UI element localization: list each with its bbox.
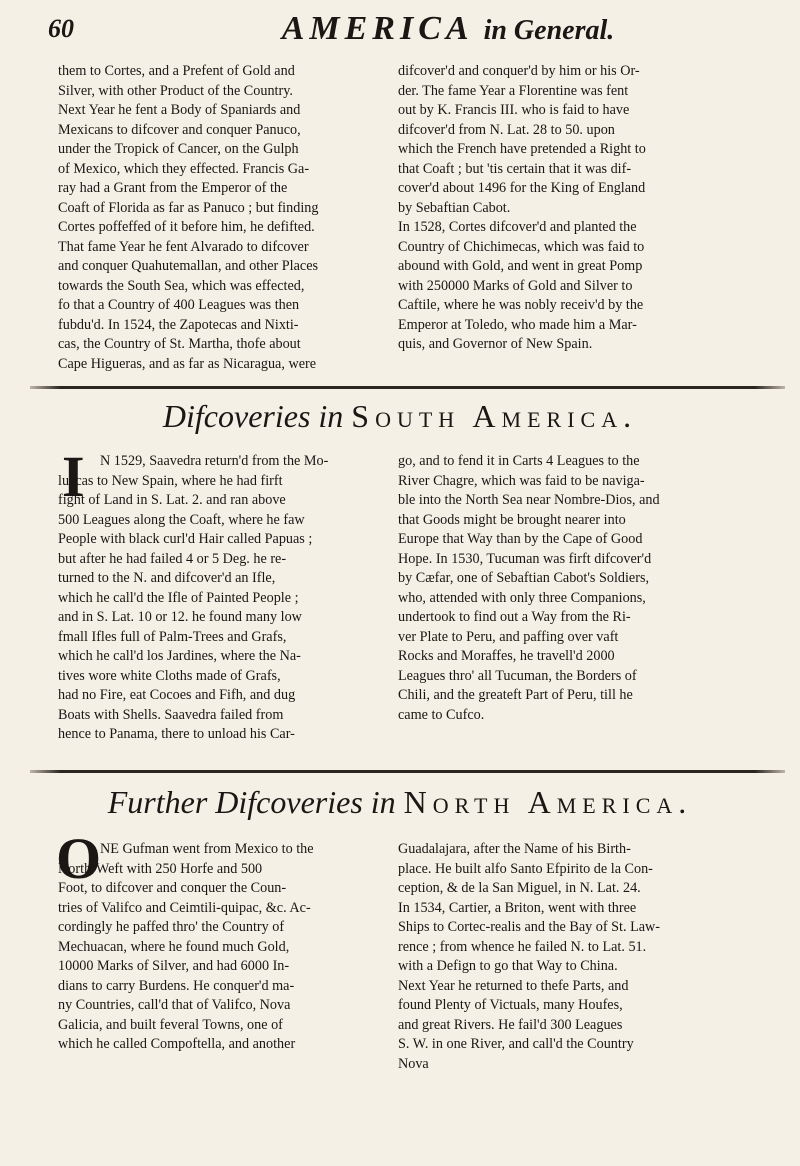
- running-head: [48, 10, 778, 50]
- section1-right-column: difcover'd and conquer'd by him or his Or- der. The fame Year a Florentine was fent out by K. Francis III. who is faid to have difcover'd from N. Lat. 28 to 50. upon which the French have pretended a Right to that Coaft ; but 'tis certain that it was dif- cover'd about 1496 for the King of England by Sebaftian Cabot. In 1528, Cortes difcover'd and planted the Country of Chichimecas, which was faid to abound with Gold, and went in great Pomp with 250000 Marks of Gold and Silver to Caftile, where he was nobly receiv'd by the Emperor at Toledo, who made him a Mar- quis, and Governor of New Spain.: [398, 63, 646, 352]
- heading-south-america-caps: South America.: [351, 398, 638, 434]
- running-title-sub: in General.: [483, 15, 615, 46]
- section3-right-column: Guadalajara, after the Name of his Birth- place. He built alfo Santo Efpirito de la Con- ception, & de la San Miguel, in N. Lat. 24. In 1534, Cartier, a Briton, went with three Ships to Cortec-realis and the Bay of St. Law- rence ; from whence he failed N. to Lat. 51. with a Defign to go that Way to China. Next Year he returned to thefe Parts, and found Plenty of Victuals, many Houfes, and great Rivers. He fail'd 300 Leagues S. W. in one River, and call'd the Country Nova: [398, 841, 661, 1072]
- dropcap-i: I: [62, 444, 85, 509]
- section3-left-column: NE Gufman went from Mexico to the North-Weft with 250 Horfe and 500 Foot, to difcover and conquer the Coun- tries of Valifco and Ceimtili-quipac, &c. Ac- cordingly he paffed thro' the Country of Mechuacan, where he found much Gold, 10000 Marks of Silver, and had 6000 In- dians to carry Burdens. He conquer'd ma- ny Countries, call'd that of Valifco, Nova Galicia, and built feveral Towns, one of which he called Compoftella, and another: [58, 841, 314, 1052]
- heading-south-america-italic: Difcoveries in: [162, 398, 344, 434]
- section2-left-column: N 1529, Saavedra return'd from the Mo- luccas to New Spain, where he had firft fight of Land in S. Lat. 2. and ran above 500 Leagues along the Coaft, where he faw People with black curl'd Hair called Papuas ; but after he had failed 4 or 5 Deg. he re- turned to the N. and difcover'd an Ifle, which he call'd the Ifle of Painted People ; and in S. Lat. 10 or 12. he found many low fmall Ifles full of Palm-Trees and Grafs, which he call'd los Jardines, where the Na- tives wore white Cloths made of Grafs, had no Fire, eat Cocoes and Fifh, and dug Boats with Shells. Saavedra failed from hence to Panama, there to unload his Car-: [58, 453, 329, 742]
- divider-rule-2: [30, 770, 785, 773]
- heading-north-america-caps: North America.: [403, 784, 693, 820]
- page-number: 60: [48, 14, 74, 43]
- running-title: [118, 10, 778, 48]
- running-title-main: AMERICA: [281, 10, 474, 47]
- heading-south-america: [0, 398, 800, 435]
- section2-right-column: go, and to fend it in Carts 4 Leagues to the River Chagre, which was faid to be naviga- ble into the North Sea near Nombre-Dios, and that Goods might be brought nearer into Europe that Way than by the Cape of Good Hope. In 1530, Tucuman was firft difcover'd by Cæfar, one of Sebaftian Cabot's Soldiers, who, attended with only three Companions, undertook to find out a Way from the Ri- ver Plate to Peru, and paffing over vaft Rocks and Moraffes, he travell'd 2000 Leagues thro' all Tucuman, the Borders of Chili, and the greateft Part of Peru, till he came to Cufco.: [398, 453, 660, 723]
- section1-left-column: them to Cortes, and a Prefent of Gold and Silver, with other Product of the Country. Next Year he fent a Body of Spaniards and Mexicans to difcover and conquer Panuco, under the Tropick of Cancer, on the Gulph of Mexico, which they effected. Francis Ga- ray had a Grant from the Emperor of the Coaft of Florida as far as Panuco ; but finding Cortes poffeffed of it before him, he defifted. That fame Year he fent Alvarado to difcover and conquer Quahutemallan, and other Places towards the South Sea, which was effected, fo that a Country of 400 Leagues was then fubdu'd. In 1524, the Zapotecas and Nixti- cas, the Country of St. Martha, thofe about Cape Higueras, and as far as Nicaragua, were: [58, 63, 319, 372]
- divider-rule-1: [30, 386, 785, 389]
- heading-north-america-italic: Further Difcoveries in: [107, 784, 396, 820]
- dropcap-o: O: [56, 826, 102, 891]
- heading-north-america: [0, 784, 800, 821]
